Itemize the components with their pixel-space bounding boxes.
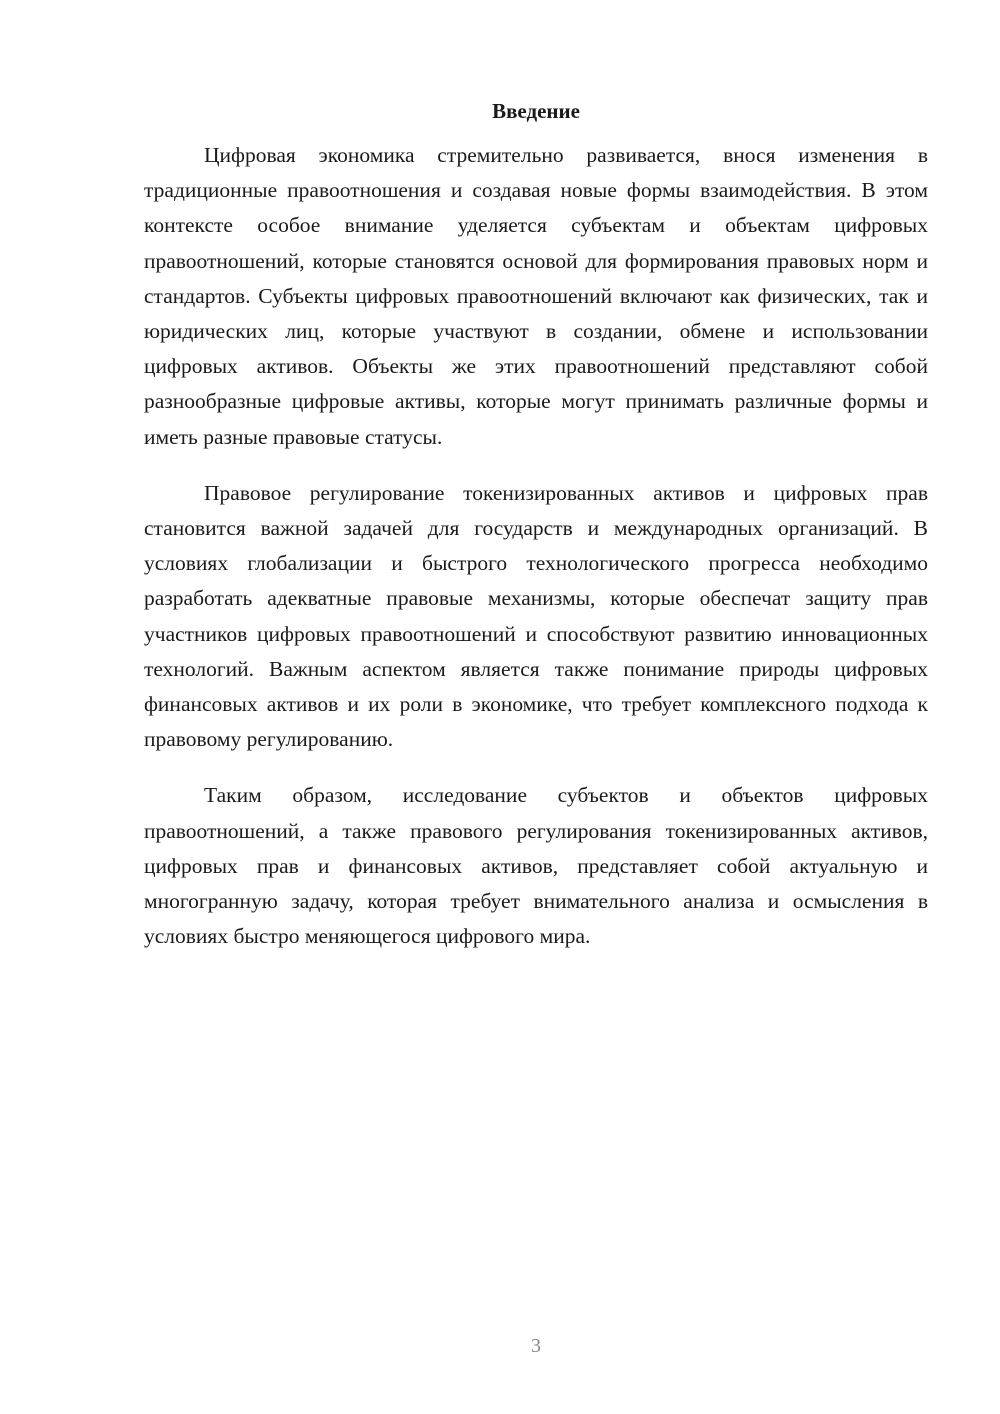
paragraph-1: Цифровая экономика стремительно развивается, внося изменения в традиционные правоотношения и создавая новые формы взаимодействия. В этом контексте особое внимание уделяется субъектам и объектам цифровых правоотношений, которые становятся основой для формирования правовых норм и стандартов. Субъекты цифровых правоотношений включают как физических, так и юридических лиц, которые участвуют в создании, обмене и использовании цифровых активов. Объекты же этих правоотношений представляют собой разнообразные цифровые активы, которые могут принимать различные формы и иметь разные правовые статусы.	[144, 143, 928, 449]
paragraph-2: Правовое регулирование токенизированных активов и цифровых прав становится важной задачей для государств и международных организаций. В условиях глобализации и быстрого технологического прогресса необходимо разработать адекватные правовые механизмы, которые обеспечат защиту прав участников цифровых правоотношений и способствуют развитию инновационных технологий. Важным аспектом является также понимание природы цифровых финансовых активов и их роли в экономике, что требует комплексного подхода к правовому регулированию.	[144, 480, 928, 752]
section-heading: Введение	[492, 99, 580, 123]
paragraph-3: Таким образом, исследование субъектов и объектов цифровых правоотношений, а также правового регулирования токенизированных активов, цифровых прав и финансовых активов, представляет собой актуальную и многогранную задачу, которая требует внимательного анализа и осмысления в условиях быстро меняющегося цифрового мира.	[144, 783, 928, 949]
page-number: 3	[531, 1335, 541, 1357]
page-content	[144, 96, 928, 975]
